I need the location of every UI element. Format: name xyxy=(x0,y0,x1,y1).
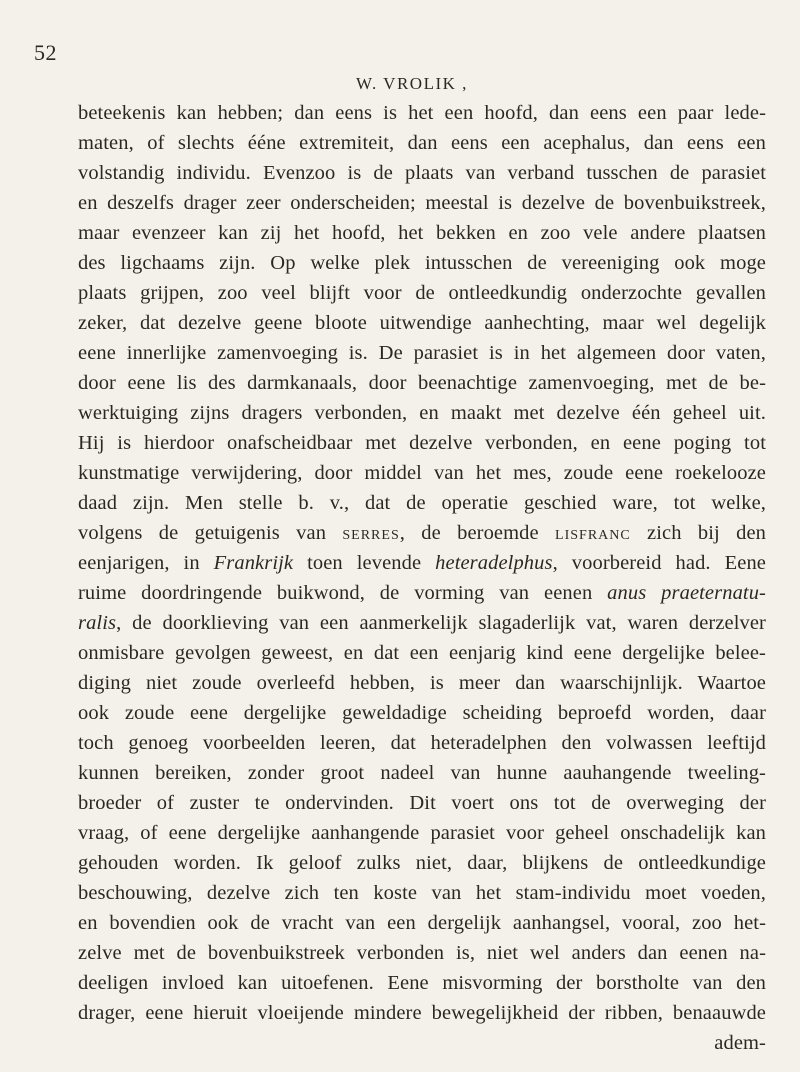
text-fragment: zich bij den xyxy=(630,522,766,544)
text-line: werktuiging zijns dragers verbonden, en maakt met dezelve één geheel uit. xyxy=(78,402,766,424)
italic-term: anus praeternatu- xyxy=(607,582,766,604)
text-line: zeker, dat dezelve geene bloote uitwendige aanhechting, maar wel degelijk xyxy=(78,312,766,334)
text-line: kunnen bereiken, zonder groot nadeel van hunne aauhangende tweeling- xyxy=(78,762,766,784)
italic-term: ralis xyxy=(78,612,117,634)
text-line: beteekenis kan hebben; dan eens is het een hoofd, dan eens een paar lede- xyxy=(78,102,766,124)
text-fragment: volgens de getuigenis van xyxy=(78,522,343,544)
text-line: gehouden worden. Ik geloof zulks niet, daar, blijkens de ontleedkundige xyxy=(78,852,766,874)
italic-term: heteradelphus xyxy=(435,552,553,574)
text-line xyxy=(78,608,766,638)
text-line: daad zijn. Men stelle b. v., dat de operatie geschied ware, tot welke, xyxy=(78,492,766,514)
author-name-lisfranc: lisfranc xyxy=(555,522,631,544)
text-line: plaats grijpen, zoo veel blijft voor de ontleedkundig onderzochte gevallen xyxy=(78,282,766,304)
text-fragment: , de doorklieving van een aanmerkelijk slagaderlijk vat, waren derzelver xyxy=(116,612,766,634)
italic-place-name: Frankrijk xyxy=(213,552,294,574)
text-line: maten, of slechts ééne extremiteit, dan eens een acephalus, dan eens een xyxy=(78,132,766,154)
text-line: onmisbare gevolgen geweest, en dat een eenjarig kind eene dergelijke belee- xyxy=(78,642,766,664)
text-line: drager, eene hieruit vloeijende mindere bewegelijkheid der ribben, benaauwde xyxy=(78,1002,766,1024)
text-line: en bovendien ook de vracht van een dergelijk aanhangsel, vooral, zoo het- xyxy=(78,912,766,934)
text-fragment: ruime doordringende buikwond, de vorming van eenen xyxy=(78,582,608,604)
text-line: kunstmatige verwijdering, door middel van het mes, zoude eene roekelooze xyxy=(78,462,766,484)
text-line: beschouwing, dezelve zich ten koste van het stam-individu moet voeden, xyxy=(78,882,766,904)
text-line: deeligen invloed kan uitoefenen. Eene misvorming der borstholte van den xyxy=(78,972,766,994)
text-line: toch genoeg voorbeelden leeren, dat heteradelphen den volwassen leeftijd xyxy=(78,732,766,754)
text-line: diging niet zoude overleefd hebben, is meer dan waarschijnlijk. Waartoe xyxy=(78,672,766,694)
text-line xyxy=(78,518,766,548)
text-fragment: eenjarigen, in xyxy=(78,552,214,574)
text-line: vraag, of eene dergelijke aanhangende parasiet voor geheel onschadelijk kan xyxy=(78,822,766,844)
text-line: eene innerlijke zamenvoeging is. De parasiet is in het algemeen door vaten, xyxy=(78,342,766,364)
text-fragment: toen levende xyxy=(293,552,436,574)
text-line: broeder of zuster te ondervinden. Dit voert ons tot de overweging der xyxy=(78,792,766,814)
text-fragment: , de beroemde xyxy=(399,522,556,544)
page-number: 52 xyxy=(34,40,57,65)
catchword: adem- xyxy=(714,1032,766,1054)
text-fragment: , voorbereid had. Eene xyxy=(552,552,766,574)
text-line: maar evenzeer kan zij het hoofd, het bekken en zoo vele andere plaatsen xyxy=(78,222,766,244)
text-line xyxy=(78,578,766,608)
text-line xyxy=(78,548,766,578)
text-line: Hij is hierdoor onafscheidbaar met dezelve verbonden, en eene poging tot xyxy=(78,432,766,454)
running-head: W. VROLIK , xyxy=(356,74,468,93)
text-line: door eene lis des darmkanaals, door beenachtige zamenvoeging, met de be- xyxy=(78,372,766,394)
text-line: volstandig individu. Evenzoo is de plaats van verband tusschen de parasiet xyxy=(78,162,766,184)
body-text xyxy=(78,98,766,1058)
text-line: zelve met de bovenbuikstreek verbonden is, niet wel anders dan eenen na- xyxy=(78,942,766,964)
text-line: des ligchaams zijn. Op welke plek intusschen de vereeniging ook moge xyxy=(78,252,766,274)
text-line: en deszelfs drager zeer onderscheiden; meestal is dezelve de bovenbuikstreek, xyxy=(78,192,766,214)
text-line: ook zoude eene dergelijke geweldadige scheiding beproefd worden, daar xyxy=(78,702,766,724)
author-name-serres: serres xyxy=(342,522,400,544)
